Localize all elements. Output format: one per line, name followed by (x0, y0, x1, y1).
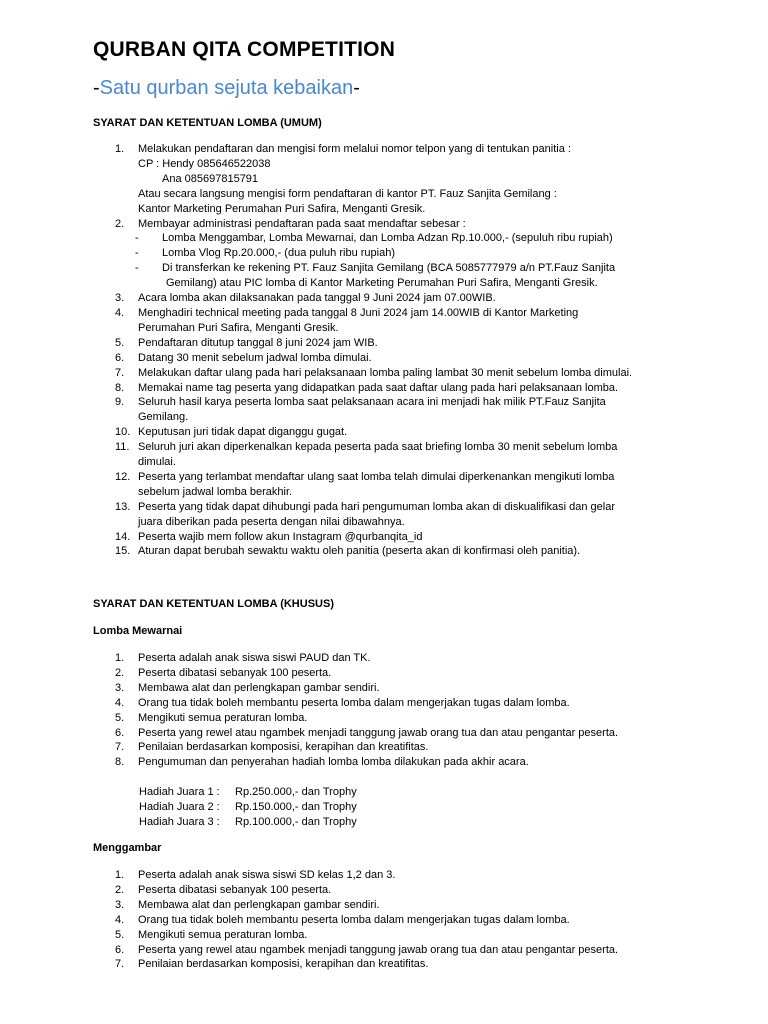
rule-number: 11. (115, 441, 130, 454)
document-subtitle (93, 77, 360, 100)
rule-line: sebelum jadwal lomba berakhir. (138, 485, 293, 498)
general-rule-11 (93, 440, 632, 470)
bullet-dash: - (135, 247, 139, 260)
prize-value: Rp.250.000,- dan Trophy (235, 786, 357, 798)
general-rule-14 (93, 530, 632, 545)
rule-number: 1. (115, 143, 125, 155)
rule-number: 8. (115, 381, 125, 394)
rule-number: 9. (115, 396, 125, 409)
rule-number: 15. (115, 545, 131, 558)
rule-line: Peserta yang tidak dapat dihubungi pada hari pengumuman lomba akan di diskualifikasi dan gelar (138, 500, 615, 513)
rule-text: Penilaian berdasarkan komposisi, kerapihan dan kreatifitas. (138, 741, 429, 754)
rule-number: 13. (115, 500, 131, 513)
rule-number: 4. (115, 306, 125, 319)
rule-number: 1. (115, 869, 125, 881)
mewarnai-rule (93, 666, 618, 681)
rule-number: 10. (115, 426, 131, 439)
rule-text: Peserta adalah anak siswa siswi PAUD dan TK. (138, 652, 371, 664)
general-heading: SYARAT DAN KETENTUAN LOMBA (UMUM) (93, 117, 322, 129)
rule-text: Orang tua tidak boleh membantu peserta lomba dalam mengerjakan tugas dalam lomba. (138, 913, 570, 926)
general-rule-8 (93, 381, 632, 396)
mewarnai-prizes (139, 785, 357, 830)
general-rule-5 (93, 336, 632, 351)
general-rule-3 (93, 291, 632, 306)
menggambar-rule (93, 957, 618, 972)
rule-line: dimulai. (138, 456, 176, 469)
rule-number: 5. (115, 336, 125, 349)
rule-line: Melakukan daftar ulang pada hari pelaksanaan lomba paling lambat 30 menit sebelum lomba dimulai. (138, 366, 633, 379)
general-rules-list (93, 142, 632, 559)
rule-text: Peserta adalah anak siswa siswi SD kelas 1,2 dan 3. (138, 869, 396, 881)
rule-text: Peserta yang rewel atau ngambek menjadi tanggung jawab orang tua dan atau pengantar peserta. (138, 726, 619, 739)
rule-number: 4. (115, 913, 125, 926)
bullet-text: Di transferkan ke rekening PT. Fauz Sanjita Gemilang (BCA 5085777979 a/n PT.Fauz Sanjita (162, 262, 616, 275)
general-rule-13 (93, 500, 632, 530)
rule-line: Atau secara langsung mengisi form pendaftaran di kantor PT. Fauz Sanjita Gemilang : (138, 187, 557, 200)
prize-value: Rp.100.000,- dan Trophy (235, 815, 357, 828)
rule-number: 7. (115, 958, 125, 971)
rule-number: 12. (115, 470, 131, 483)
rule-line: Pendaftaran ditutup tanggal 8 juni 2024 jam WIB. (138, 336, 378, 349)
menggambar-rule (93, 898, 618, 913)
prize-label: Hadiah Juara 1 : (139, 786, 220, 798)
mewarnai-rule (93, 651, 618, 666)
general-rule-9 (93, 395, 632, 425)
mewarnai-rule (93, 726, 618, 741)
general-rule-7 (93, 366, 632, 381)
menggambar-rule (93, 868, 618, 883)
special-heading: SYARAT DAN KETENTUAN LOMBA (KHUSUS) (93, 598, 334, 610)
general-rule-6 (93, 351, 632, 366)
rule-text: Peserta yang rewel atau ngambek menjadi tanggung jawab orang tua dan atau pengantar peserta. (138, 943, 619, 956)
rule-number: 6. (115, 943, 125, 956)
subtitle-dash-right: - (353, 77, 360, 99)
rule-number: 2. (115, 217, 125, 230)
bullet-text: Lomba Menggambar, Lomba Mewarnai, dan Lomba Adzan Rp.10.000,- (sepuluh ribu rupiah) (162, 232, 613, 245)
rule-line: Acara lomba akan dilaksanakan pada tanggal 9 Juni 2024 jam 07.00WIB. (138, 292, 496, 305)
general-rule-15 (93, 544, 632, 559)
general-rule-12 (93, 470, 632, 500)
rule-number: 6. (115, 351, 125, 364)
rule-bullet (135, 246, 632, 261)
rule-number: 3. (115, 292, 125, 305)
rule-number: 8. (115, 756, 125, 769)
general-rule-2 (93, 217, 632, 292)
mewarnai-rule (93, 740, 618, 755)
rule-bullet (135, 231, 632, 246)
rule-number: 3. (115, 681, 125, 694)
rule-number: 7. (115, 741, 125, 754)
rule-text: Pengumuman dan penyerahan hadiah lomba lomba dilakukan pada akhir acara. (138, 756, 529, 769)
rule-line: Membayar administrasi pendaftaran pada saat mendaftar sebesar : (138, 217, 466, 230)
rule-bullet (135, 261, 632, 276)
mewarnai-heading: Lomba Mewarnai (93, 625, 183, 637)
rule-text: Mengikuti semua peraturan lomba. (138, 928, 308, 941)
subtitle-dash-left: - (93, 77, 100, 99)
menggambar-rule (93, 883, 618, 898)
rule-bullet-wrap: Gemilang) atau PIC lomba di Kantor Marketing Perumahan Puri Safira, Menganti Gresik. (166, 277, 598, 290)
rule-line: juara diberikan pada peserta dengan nilai dibawahnya. (138, 515, 405, 528)
rule-line: Kantor Marketing Perumahan Puri Safira, Menganti Gresik. (138, 202, 426, 215)
rule-line: Perumahan Puri Safira, Menganti Gresik. (138, 321, 339, 334)
rule-text: Mengikuti semua peraturan lomba. (138, 711, 308, 724)
rule-line: Peserta yang terlambat mendaftar ulang saat lomba telah dimulai diperkenankan mengikuti lomba (138, 470, 615, 483)
rule-number: 14. (115, 530, 131, 543)
menggambar-heading: Menggambar (93, 842, 162, 854)
rule-line: Memakai name tag peserta yang didapatkan pada saat daftar ulang pada hari pelaksanaan lomba. (138, 381, 619, 394)
menggambar-rule (93, 928, 618, 943)
rule-number: 7. (115, 366, 125, 379)
prize-value: Rp.150.000,- dan Trophy (235, 800, 357, 813)
mewarnai-rules-list (93, 651, 618, 770)
rule-line: Datang 30 menit sebelum jadwal lomba dimulai. (138, 351, 372, 364)
rule-text: Peserta dibatasi sebanyak 100 peserta. (138, 883, 332, 896)
mewarnai-rule (93, 711, 618, 726)
prize-label: Hadiah Juara 3 : (139, 815, 220, 828)
menggambar-rule (93, 943, 618, 958)
prize-label: Hadiah Juara 2 : (139, 800, 220, 813)
mewarnai-rule (93, 755, 618, 770)
rule-text: Membawa alat dan perlengkapan gambar sendiri. (138, 681, 380, 694)
bullet-dash: - (135, 232, 139, 245)
rule-text: Orang tua tidak boleh membantu peserta lomba dalam mengerjakan tugas dalam lomba. (138, 696, 570, 709)
menggambar-rules-list (93, 868, 618, 972)
rule-text: Membawa alat dan perlengkapan gambar sendiri. (138, 898, 380, 911)
rule-line: Seluruh hasil karya peserta lomba saat pelaksanaan acara ini menjadi hak milik PT.Fauz Sanjita (138, 396, 606, 409)
rule-line: Menghadiri technical meeting pada tanggal 8 Juni 2024 jam 14.00WIB di Kantor Marketing (138, 306, 579, 319)
rule-number: 5. (115, 711, 125, 724)
prize-row (139, 815, 357, 830)
menggambar-rule (93, 913, 618, 928)
rule-line: Keputusan juri tidak dapat diganggu gugat. (138, 426, 348, 439)
mewarnai-rule (93, 681, 618, 696)
general-rule-4 (93, 306, 632, 336)
rule-number: 4. (115, 696, 125, 709)
rule-number: 3. (115, 898, 125, 911)
rule-line: Ana 085697815791 (162, 172, 259, 185)
general-rule-10 (93, 425, 632, 440)
rule-text: Penilaian berdasarkan komposisi, kerapihan dan kreatifitas. (138, 958, 429, 971)
rule-number: 2. (115, 883, 125, 896)
mewarnai-rule (93, 696, 618, 711)
rule-text: Peserta dibatasi sebanyak 100 peserta. (138, 666, 332, 679)
rule-line: Melakukan pendaftaran dan mengisi form melalui nomor telpon yang di tentukan panitia : (138, 143, 571, 155)
rule-line: Aturan dapat berubah sewaktu waktu oleh panitia (peserta akan di konfirmasi oleh panitia). (138, 545, 581, 558)
bullet-dash: - (135, 262, 139, 275)
rule-number: 6. (115, 726, 125, 739)
rule-line: CP : Hendy 085646522038 (138, 157, 271, 170)
rule-line: Seluruh juri akan diperkenalkan kepada peserta pada saat briefing lomba 30 menit sebelum lomba (138, 441, 618, 454)
rule-line: Peserta wajib mem follow akun Instagram @qurbanqita_id (138, 530, 423, 543)
prize-row (139, 800, 357, 815)
rule-number: 5. (115, 928, 125, 941)
general-rule-1 (93, 142, 632, 217)
bullet-text: Lomba Vlog Rp.20.000,- (dua puluh ribu rupiah) (162, 247, 395, 260)
rule-number: 1. (115, 652, 125, 664)
subtitle-tagline: Satu qurban sejuta kebaikan (99, 77, 354, 99)
document-title: QURBAN QITA COMPETITION (93, 38, 396, 61)
rule-number: 2. (115, 666, 125, 679)
prize-row (139, 785, 357, 800)
rule-line: Gemilang. (138, 411, 189, 424)
